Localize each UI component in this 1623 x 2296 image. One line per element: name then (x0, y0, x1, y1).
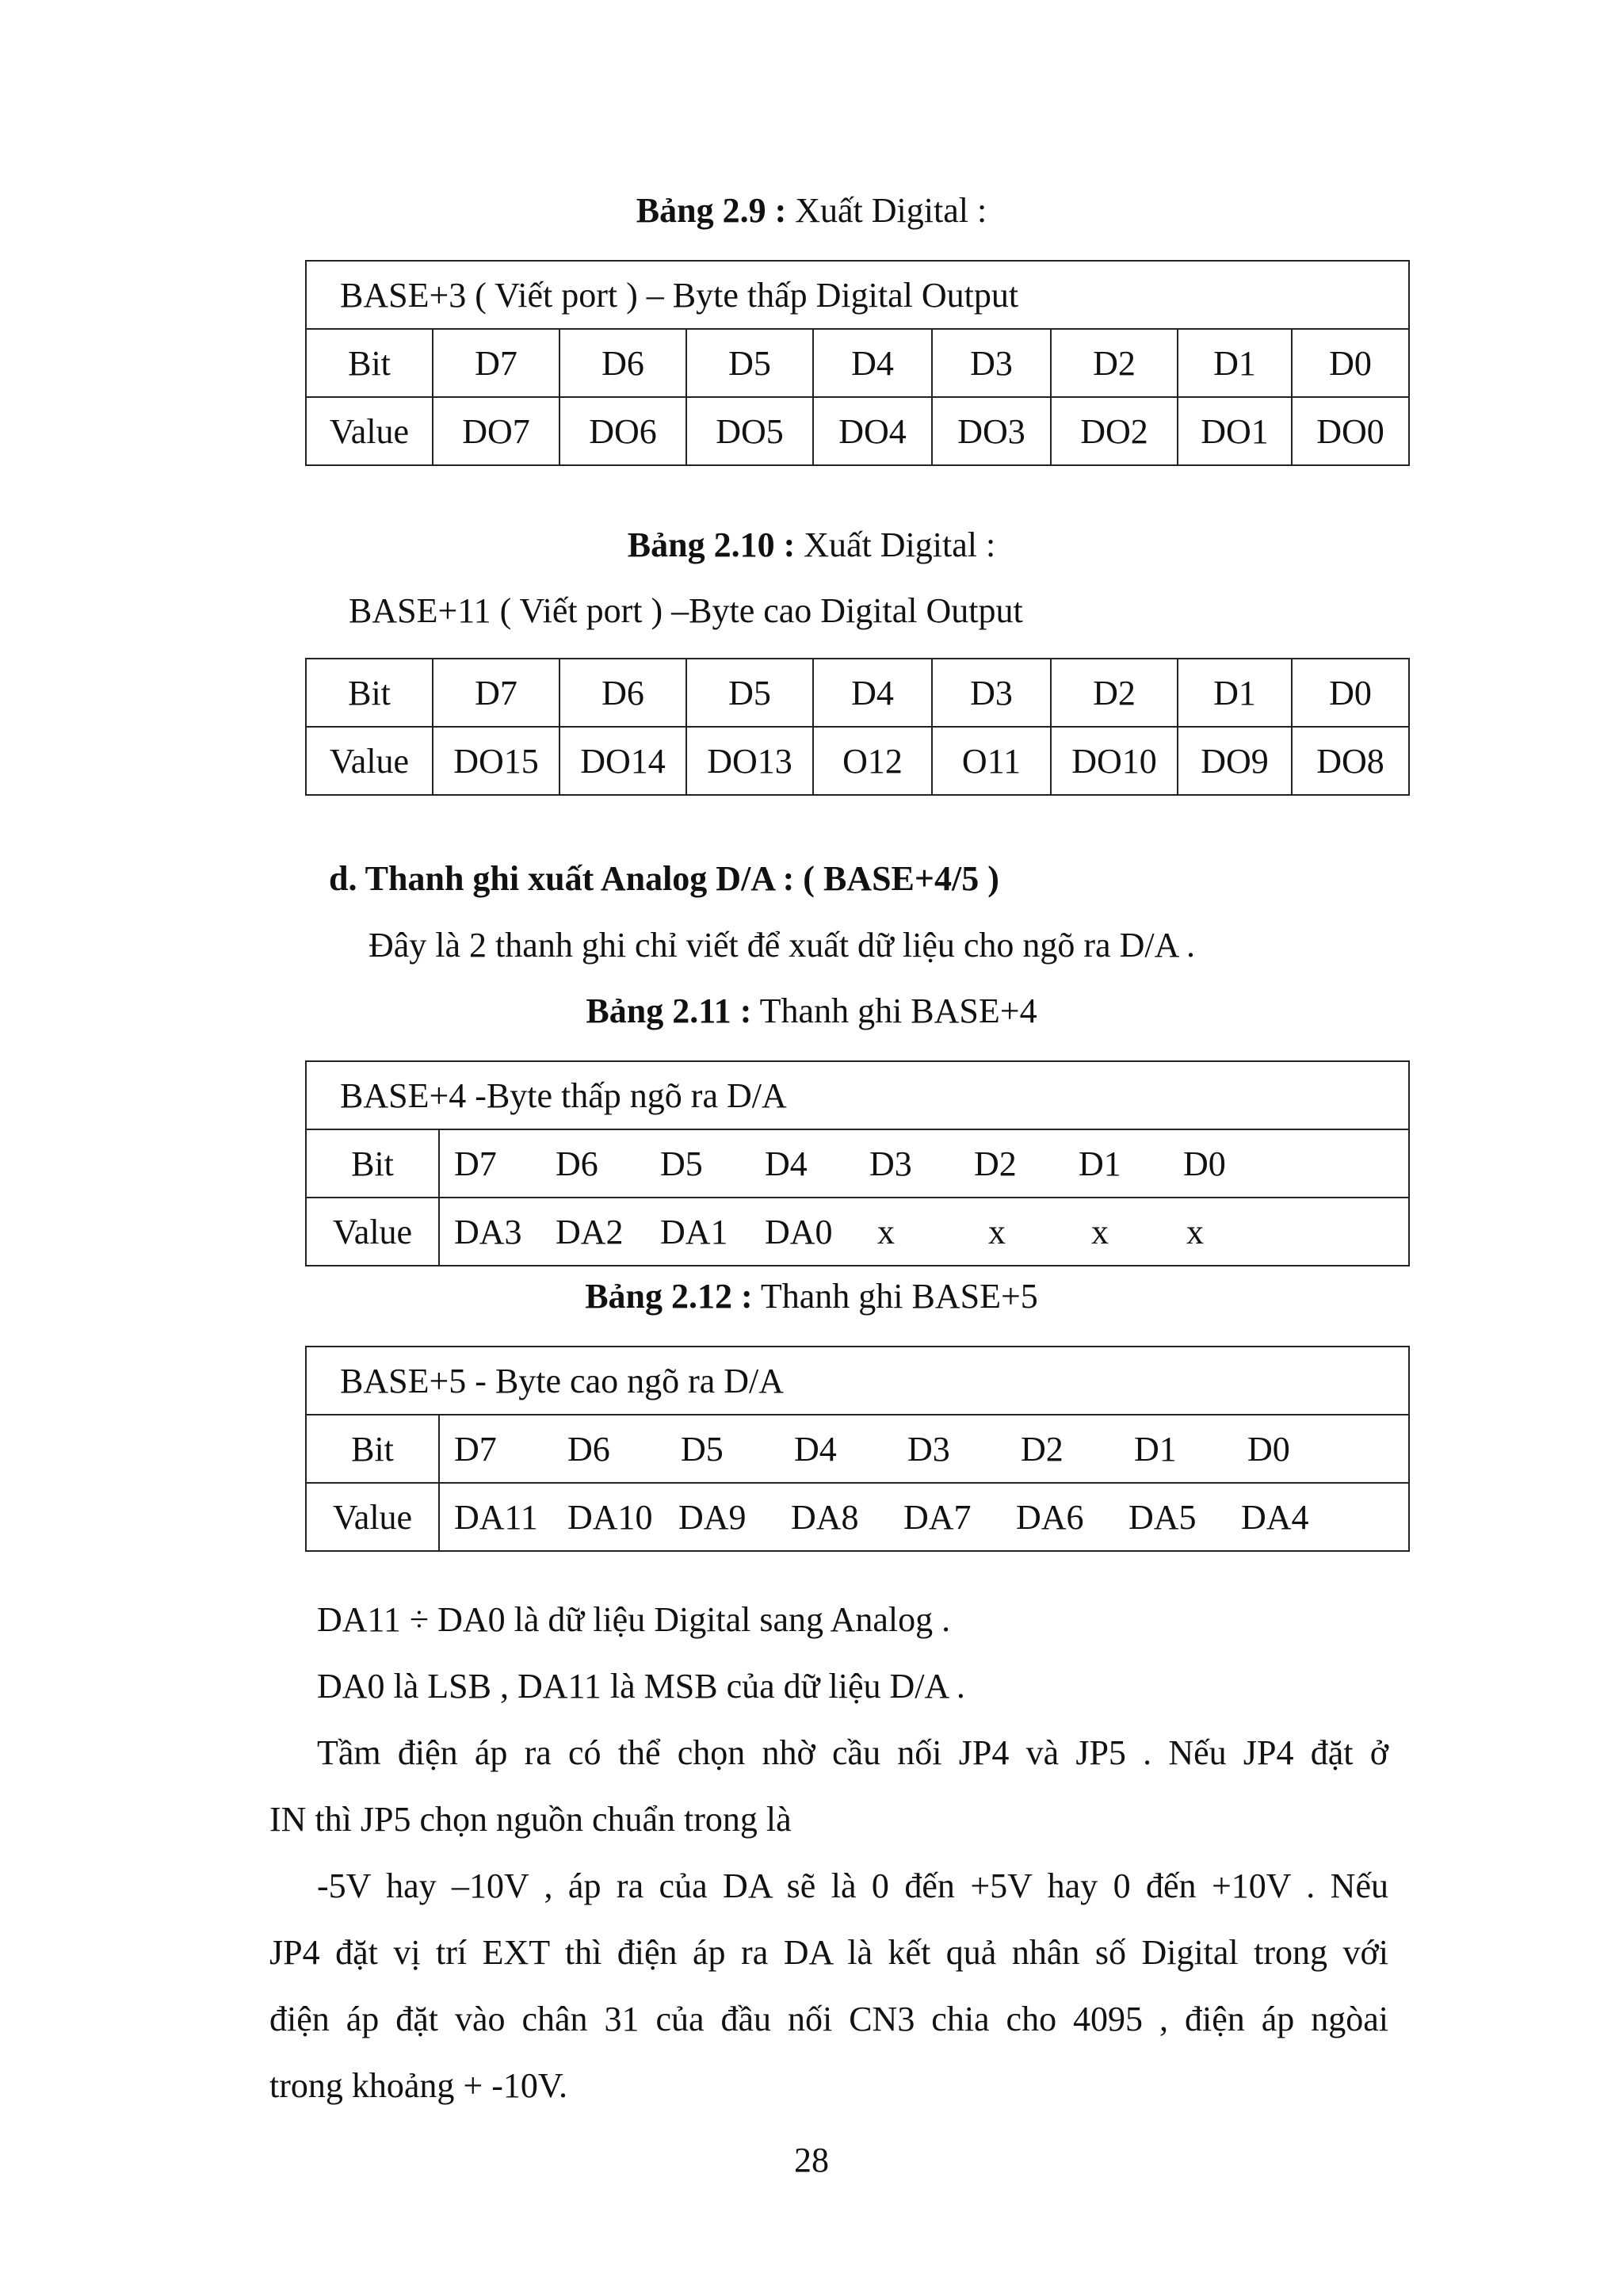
value-cell: x (1186, 1212, 1204, 1251)
value-cell: DO8 (1292, 727, 1409, 795)
value-cell: DO2 (1051, 397, 1178, 465)
value-cell: DO9 (1178, 727, 1292, 795)
value-cell: DA9 (678, 1497, 747, 1537)
value-row (439, 1483, 1409, 1551)
value-cell: DO1 (1178, 397, 1292, 465)
table-header: BASE+3 ( Viết port ) – Byte thấp Digital Output (306, 261, 1409, 329)
table-header: BASE+4 -Byte thấp ngõ ra D/A (306, 1061, 1409, 1129)
value-cell: x (1091, 1212, 1109, 1251)
table-2-12 (305, 1346, 1410, 1552)
bit-cell: D0 (1292, 659, 1409, 727)
value-label: Value (306, 1483, 439, 1551)
bit-label: Bit (306, 329, 433, 397)
value-cell: DA4 (1241, 1497, 1309, 1537)
bit-row (439, 1129, 1409, 1198)
bit-cell: D4 (813, 659, 932, 727)
body-paragraph-2: DA0 là LSB , DA11 là MSB của dữ liệu D/A . (317, 1667, 965, 1706)
value-label: Value (306, 1198, 439, 1266)
table-2-10-subtitle: BASE+11 ( Viết port ) –Byte cao Digital Output (349, 591, 1023, 630)
value-cell: DO0 (1292, 397, 1409, 465)
value-cell: DA6 (1016, 1497, 1084, 1537)
bit-cell: D0 (1183, 1144, 1226, 1183)
bit-cell: D1 (1134, 1429, 1177, 1469)
bit-cell: D1 (1178, 659, 1292, 727)
bit-cell: D4 (794, 1429, 837, 1469)
value-cell: DA0 (765, 1212, 833, 1251)
bit-cell: D3 (932, 659, 1051, 727)
value-cell: DA11 (454, 1497, 538, 1537)
value-cell: DO3 (932, 397, 1051, 465)
body-paragraph-3-line-2: IN thì JP5 chọn nguồn chuẩn trong là (269, 1800, 792, 1839)
bit-label: Bit (306, 659, 433, 727)
bit-cell: D4 (813, 329, 932, 397)
value-label: Value (306, 397, 433, 465)
table-header: BASE+5 - Byte cao ngõ ra D/A (306, 1347, 1409, 1415)
body-paragraph-3-line-1: Tầm điện áp ra có thể chọn nhờ cầu nối JP4 và JP5 . Nếu JP4 đặt ở (317, 1733, 1388, 1772)
value-cell: DO5 (686, 397, 813, 465)
bit-label: Bit (306, 1415, 439, 1483)
bit-cell: D4 (765, 1144, 808, 1183)
value-row (439, 1198, 1409, 1266)
bit-cell: D1 (1178, 329, 1292, 397)
bit-cell: D6 (559, 329, 686, 397)
body-paragraph-4-line-4: trong khoảng + -10V. (269, 2066, 567, 2105)
value-cell: DA10 (567, 1497, 653, 1537)
table-2-10 (305, 658, 1410, 796)
value-cell: DO6 (559, 397, 686, 465)
table-2-9-caption: Bảng 2.9 : Xuất Digital : (636, 191, 987, 230)
bit-cell: D5 (660, 1144, 703, 1183)
value-cell: x (988, 1212, 1006, 1251)
value-cell: DO14 (559, 727, 686, 795)
value-cell: x (877, 1212, 895, 1251)
page-number: 28 (794, 2141, 829, 2179)
bit-cell: D0 (1292, 329, 1409, 397)
section-d-intro: Đây là 2 thanh ghi chỉ viết để xuất dữ liệu cho ngõ ra D/A . (369, 926, 1195, 965)
value-cell: DO15 (433, 727, 559, 795)
bit-cell: D5 (686, 659, 813, 727)
bit-cell: D7 (454, 1144, 497, 1183)
bit-cell: D3 (932, 329, 1051, 397)
table-2-9 (305, 260, 1410, 466)
bit-cell: D5 (686, 329, 813, 397)
table-2-11-caption: Bảng 2.11 : Thanh ghi BASE+4 (586, 991, 1037, 1030)
bit-cell: D3 (907, 1429, 950, 1469)
value-cell: DO10 (1051, 727, 1178, 795)
table-2-12-caption: Bảng 2.12 : Thanh ghi BASE+5 (585, 1277, 1038, 1316)
value-cell: DO4 (813, 397, 932, 465)
body-paragraph-4-line-3: điện áp đặt vào chân 31 của đầu nối CN3 chia cho 4095 , điện áp ngòai (269, 2000, 1388, 2038)
bit-cell: D3 (869, 1144, 912, 1183)
value-cell: DA3 (454, 1212, 522, 1251)
bit-cell: D7 (433, 659, 559, 727)
bit-cell: D6 (559, 659, 686, 727)
value-cell: DO7 (433, 397, 559, 465)
value-cell: DO13 (686, 727, 813, 795)
value-cell: DA8 (791, 1497, 859, 1537)
bit-row (439, 1415, 1409, 1483)
bit-label: Bit (306, 1129, 439, 1198)
bit-cell: D2 (1051, 329, 1178, 397)
bit-cell: D6 (556, 1144, 598, 1183)
bit-cell: D7 (433, 329, 559, 397)
bit-cell: D2 (1021, 1429, 1064, 1469)
bit-cell: D2 (974, 1144, 1017, 1183)
bit-cell: D0 (1247, 1429, 1290, 1469)
value-cell: O12 (813, 727, 932, 795)
bit-cell: D7 (454, 1429, 497, 1469)
table-2-10-caption: Bảng 2.10 : Xuất Digital : (627, 525, 996, 564)
bit-cell: D6 (567, 1429, 610, 1469)
bit-cell: D5 (681, 1429, 724, 1469)
body-paragraph-4-line-2: JP4 đặt vị trí EXT thì điện áp ra DA là kết quả nhân số Digital trong với (269, 1933, 1388, 1972)
value-cell: DA2 (556, 1212, 624, 1251)
table-2-11 (305, 1060, 1410, 1266)
value-cell: DA5 (1128, 1497, 1197, 1537)
section-d-heading: d. Thanh ghi xuất Analog D/A : ( BASE+4/5 ) (329, 859, 999, 898)
value-cell: DA1 (660, 1212, 728, 1251)
value-cell: O11 (932, 727, 1051, 795)
value-label: Value (306, 727, 433, 795)
body-paragraph-1: DA11 ÷ DA0 là dữ liệu Digital sang Analog . (317, 1600, 951, 1639)
body-paragraph-4-line-1: -5V hay –10V , áp ra của DA sẽ là 0 đến +5V hay 0 đến +10V . Nếu (317, 1866, 1388, 1905)
bit-cell: D1 (1079, 1144, 1121, 1183)
value-cell: DA7 (903, 1497, 972, 1537)
bit-cell: D2 (1051, 659, 1178, 727)
